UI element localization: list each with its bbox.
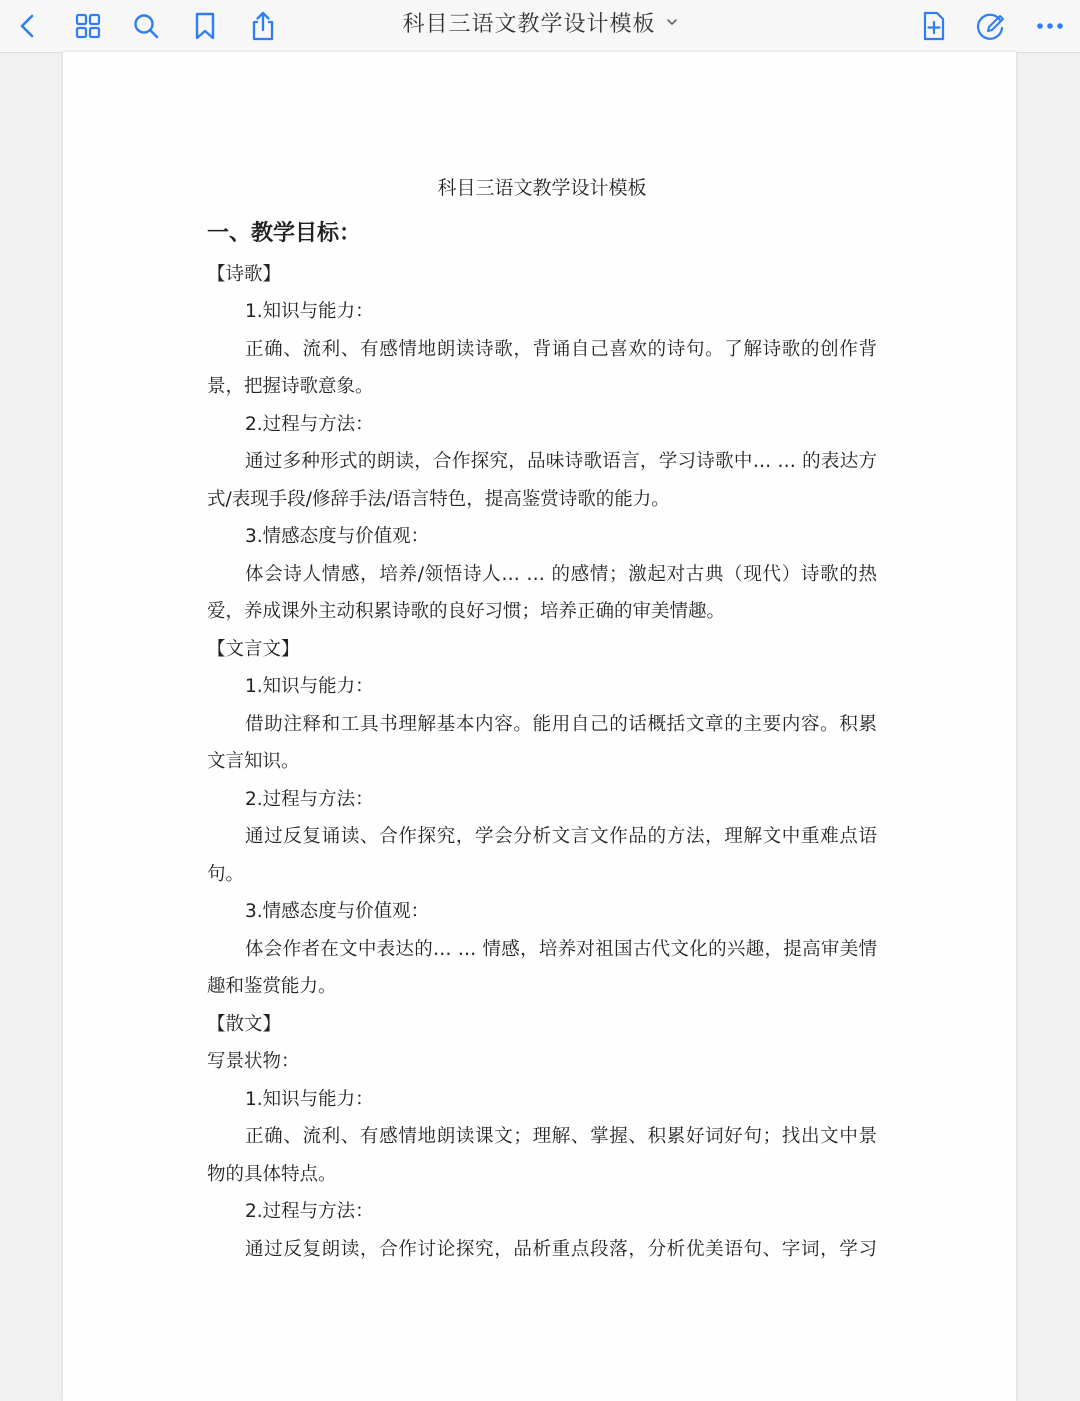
document-page: [63, 52, 1016, 1401]
section-heading: 一、教学目标：: [207, 220, 362, 246]
subheading: 2.过程与方法：: [245, 788, 374, 810]
category-label: 【散文】: [207, 1013, 282, 1035]
paragraph-line: 通过反复朗读，合作讨论探究，品析重点段落，分析优美语句、字词，学习: [245, 1238, 877, 1260]
paragraph-line: 正确、流利、有感情地朗读诗歌，背诵自己喜欢的诗句。了解诗歌的创作背: [245, 338, 877, 360]
subheading: 1.知识与能力：: [245, 676, 374, 697]
paragraph-line: 借助注释和工具书理解基本内容。能用自己的话概括文章的主要内容。积累: [245, 713, 877, 735]
subheading: 2.过程与方法：: [245, 1201, 374, 1222]
annotate-button[interactable]: [969, 4, 1013, 48]
more-icon: [1036, 21, 1064, 31]
add-page-icon: [920, 10, 948, 42]
more-button[interactable]: [1028, 4, 1072, 48]
paragraph-line: 体会诗人情感，培养/领悟诗人… … 的感情；激起对古典（现代）诗歌的热: [245, 563, 877, 585]
paragraph-line: 正确、流利、有感情地朗读课文；理解、掌握、积累好词好句；找出文中景: [245, 1126, 877, 1147]
category-label: 【文言文】: [207, 638, 300, 660]
document-content: [207, 170, 877, 1268]
category-label: 【诗歌】: [207, 263, 282, 285]
paragraph-line: 通过反复诵读、合作探究，学会分析文言文作品的方法，理解文中重难点语: [245, 826, 877, 847]
paragraph-line: 句。: [207, 863, 245, 885]
pencil-circle-icon: [976, 11, 1006, 41]
paragraph-line: 爱，养成课外主动积累诗歌的良好习惯；培养正确的审美情趣。: [207, 601, 726, 622]
document-title: 科目三语文教学设计模板: [402, 11, 656, 37]
paragraph-line: 文言知识。: [207, 751, 300, 772]
paragraph-line: 通过多种形式的朗读，合作探究，品味诗歌语言，学习诗歌中… … 的表达方: [245, 451, 877, 472]
subheading: 写景状物：: [207, 1051, 300, 1072]
chevron-down-icon: [666, 16, 678, 28]
paragraph-line: 式/表现手段/修辞手法/语言特色，提高鉴赏诗歌的能力。: [207, 488, 670, 510]
subheading: 2.过程与方法：: [245, 413, 374, 435]
doc-title-line: 科目三语文教学设计模板: [437, 177, 647, 199]
paragraph-line: 物的具体特点。: [207, 1163, 337, 1185]
top-toolbar: [0, 0, 1080, 53]
subheading: 1.知识与能力：: [245, 1088, 374, 1110]
paragraph-line: 体会作者在文中表达的… … 情感，培养对祖国古代文化的兴趣，提高审美情: [245, 938, 877, 960]
paragraph-line: 趣和鉴赏能力。: [207, 976, 337, 997]
subheading: 1.知识与能力：: [245, 301, 374, 322]
add-page-button[interactable]: [912, 4, 956, 48]
subheading: 3.情感态度与价值观：: [245, 526, 430, 547]
paragraph-line: 景，把握诗歌意象。: [207, 376, 374, 397]
subheading: 3.情感态度与价值观：: [245, 901, 430, 922]
